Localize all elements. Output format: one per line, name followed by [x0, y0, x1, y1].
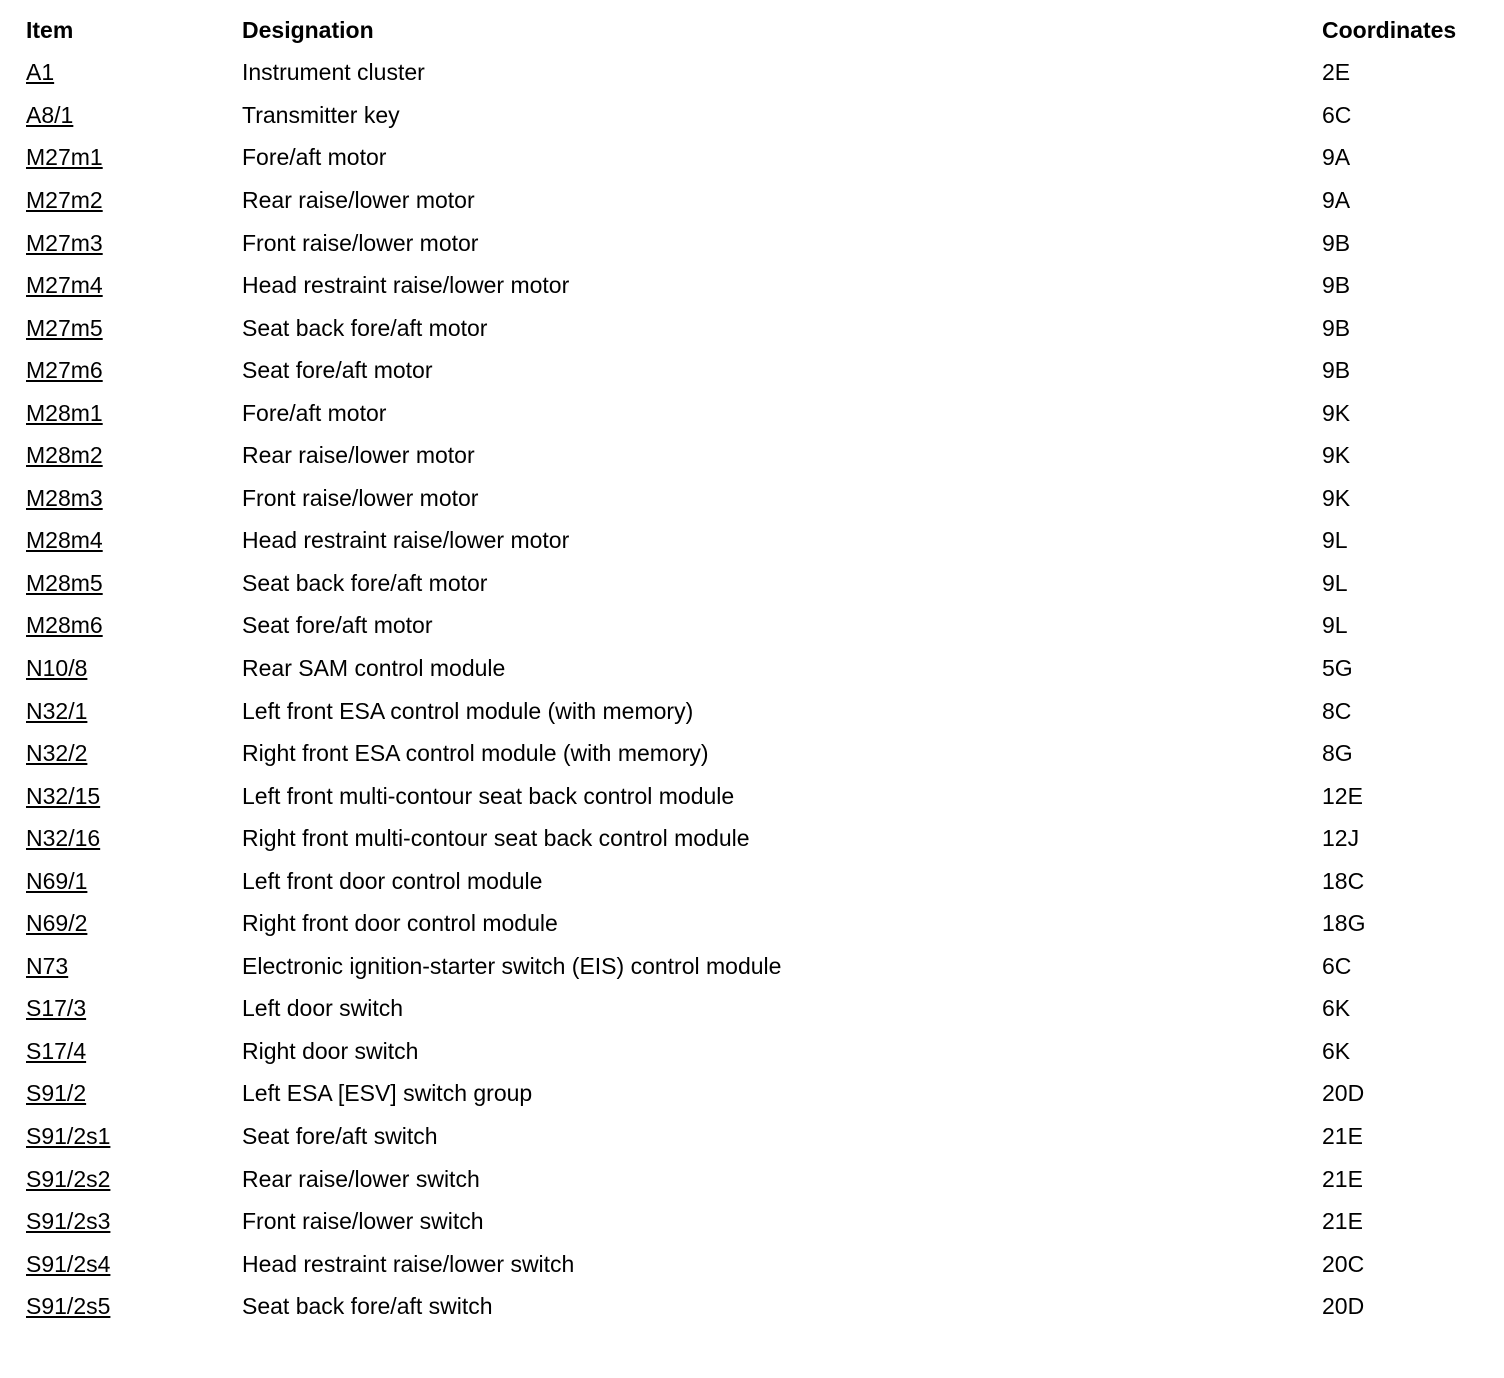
item-link[interactable]: S91/2s4	[26, 1250, 111, 1277]
coordinates-cell: 9L	[1322, 527, 1348, 554]
item-cell	[20, 732, 236, 775]
item-cell	[20, 988, 236, 1031]
item-link[interactable]: M28m3	[26, 484, 103, 511]
item-cell	[20, 860, 236, 903]
designation-cell: Head restraint raise/lower motor	[242, 272, 570, 299]
designation-cell: Fore/aft motor	[242, 144, 387, 171]
designation-cell: Seat fore/aft motor	[242, 612, 433, 639]
table-row	[20, 902, 1482, 945]
designation-cell: Rear raise/lower motor	[242, 442, 475, 469]
designation-cell: Fore/aft motor	[242, 399, 387, 426]
table-row	[20, 817, 1482, 860]
coordinates-cell: 9K	[1322, 442, 1351, 469]
item-link[interactable]: N32/16	[26, 825, 101, 852]
table-body	[20, 52, 1482, 1328]
table-row	[20, 1030, 1482, 1073]
item-link[interactable]: S91/2	[26, 1080, 87, 1107]
item-link[interactable]: M27m3	[26, 229, 103, 256]
coordinates-cell: 12J	[1322, 825, 1360, 852]
table-row	[20, 1243, 1482, 1286]
item-cell	[20, 690, 236, 733]
item-link[interactable]: S17/3	[26, 995, 87, 1022]
coordinates-cell: 8C	[1322, 697, 1352, 724]
item-cell	[20, 477, 236, 520]
item-cell	[20, 1285, 236, 1328]
coordinates-cell: 9K	[1322, 484, 1351, 511]
designation-cell: Front raise/lower switch	[242, 1208, 484, 1235]
item-cell	[20, 1115, 236, 1158]
coordinates-column-header: Coordinates	[1322, 16, 1457, 43]
item-link[interactable]: N73	[26, 952, 69, 979]
table-row	[20, 945, 1482, 988]
item-link[interactable]: M27m6	[26, 357, 103, 384]
coordinates-cell: 9K	[1322, 399, 1351, 426]
designation-cell: Left front multi-contour seat back control module	[242, 782, 735, 809]
item-column-header: Item	[26, 16, 74, 43]
table-row	[20, 349, 1482, 392]
designation-cell: Electronic ignition-starter switch (EIS) control module	[242, 952, 782, 979]
designation-cell: Seat fore/aft switch	[242, 1122, 438, 1149]
coordinates-cell: 9L	[1322, 569, 1348, 596]
coordinates-cell: 9L	[1322, 612, 1348, 639]
designation-cell: Right front multi-contour seat back control module	[242, 825, 750, 852]
item-link[interactable]: M27m5	[26, 314, 103, 341]
item-link[interactable]: M28m1	[26, 399, 103, 426]
table-row	[20, 1158, 1482, 1201]
item-link[interactable]: N32/2	[26, 740, 88, 767]
table-row	[20, 1115, 1482, 1158]
item-cell	[20, 307, 236, 350]
item-cell	[20, 817, 236, 860]
item-cell	[20, 349, 236, 392]
item-cell	[20, 137, 236, 180]
item-cell	[20, 902, 236, 945]
item-cell	[20, 392, 236, 435]
designation-cell: Left ESA [ESV] switch group	[242, 1080, 533, 1107]
item-cell	[20, 1073, 236, 1116]
designation-cell: Left door switch	[242, 995, 404, 1022]
coordinates-cell: 18G	[1322, 910, 1366, 937]
designation-column-header: Designation	[242, 16, 374, 43]
designation-cell: Transmitter key	[242, 101, 400, 128]
coordinates-cell: 9B	[1322, 357, 1351, 384]
item-cell	[20, 1030, 236, 1073]
item-cell	[20, 520, 236, 563]
coordinates-cell: 9A	[1322, 144, 1351, 171]
item-cell	[20, 775, 236, 818]
item-cell	[20, 52, 236, 95]
item-cell	[20, 562, 236, 605]
table-row	[20, 647, 1482, 690]
designation-cell: Head restraint raise/lower switch	[242, 1250, 575, 1277]
designation-cell: Front raise/lower motor	[242, 229, 479, 256]
coordinates-cell: 9B	[1322, 272, 1351, 299]
item-link[interactable]: S91/2s2	[26, 1165, 111, 1192]
table-row	[20, 562, 1482, 605]
component-legend-table	[20, 9, 1482, 1328]
table-row	[20, 690, 1482, 733]
designation-cell: Seat back fore/aft switch	[242, 1293, 493, 1320]
coordinates-cell: 18C	[1322, 867, 1365, 894]
designation-cell: Seat back fore/aft motor	[242, 569, 488, 596]
designation-cell: Instrument cluster	[242, 59, 425, 86]
coordinates-cell: 20C	[1322, 1250, 1365, 1277]
item-link[interactable]: M27m1	[26, 144, 103, 171]
item-link[interactable]: N10/8	[26, 654, 88, 681]
item-link[interactable]: M27m2	[26, 186, 103, 213]
designation-cell: Head restraint raise/lower motor	[242, 527, 570, 554]
item-cell	[20, 94, 236, 137]
coordinates-cell: 20D	[1322, 1080, 1365, 1107]
table-row	[20, 520, 1482, 563]
table-row	[20, 477, 1482, 520]
coordinates-cell: 6C	[1322, 952, 1352, 979]
coordinates-cell: 6K	[1322, 1037, 1351, 1064]
table-row	[20, 605, 1482, 648]
table-row	[20, 392, 1482, 435]
table-row	[20, 1200, 1482, 1243]
coordinates-cell: 21E	[1322, 1122, 1363, 1149]
designation-cell: Right front door control module	[242, 910, 558, 937]
coordinates-cell: 20D	[1322, 1293, 1365, 1320]
designation-cell: Left front ESA control module (with memory)	[242, 697, 694, 724]
item-cell	[20, 605, 236, 648]
item-link[interactable]: M27m4	[26, 272, 103, 299]
table-row	[20, 1073, 1482, 1116]
coordinates-cell: 9B	[1322, 314, 1351, 341]
table-header	[20, 9, 1482, 52]
item-link[interactable]: A1	[26, 59, 55, 86]
designation-cell: Right door switch	[242, 1037, 419, 1064]
coordinates-cell: 6C	[1322, 101, 1352, 128]
designation-cell: Left front door control module	[242, 867, 543, 894]
table-row	[20, 434, 1482, 477]
table-row	[20, 94, 1482, 137]
table-row	[20, 222, 1482, 265]
item-cell	[20, 222, 236, 265]
item-link[interactable]: S17/4	[26, 1037, 87, 1064]
item-cell	[20, 647, 236, 690]
item-link[interactable]: N32/15	[26, 782, 101, 809]
coordinates-cell: 9B	[1322, 229, 1351, 256]
table-row	[20, 179, 1482, 222]
item-cell	[20, 945, 236, 988]
header-row	[20, 9, 1482, 52]
item-link[interactable]: M28m2	[26, 442, 103, 469]
item-link[interactable]: A8/1	[26, 101, 74, 128]
coordinates-cell: 6K	[1322, 995, 1351, 1022]
designation-cell: Right front ESA control module (with memory)	[242, 740, 709, 767]
item-cell	[20, 434, 236, 477]
item-link[interactable]: N32/1	[26, 697, 88, 724]
table-row	[20, 307, 1482, 350]
item-link[interactable]: M28m4	[26, 527, 103, 554]
item-link[interactable]: N69/2	[26, 910, 88, 937]
designation-cell: Seat fore/aft motor	[242, 357, 433, 384]
table-row	[20, 52, 1482, 95]
table-row	[20, 860, 1482, 903]
item-link[interactable]: S91/2s3	[26, 1208, 111, 1235]
item-link[interactable]: M28m5	[26, 569, 103, 596]
item-cell	[20, 1158, 236, 1201]
designation-cell: Rear raise/lower switch	[242, 1165, 480, 1192]
item-link[interactable]: S91/2s5	[26, 1293, 111, 1320]
coordinates-cell: 12E	[1322, 782, 1363, 809]
coordinates-cell: 8G	[1322, 740, 1353, 767]
coordinates-cell: 2E	[1322, 59, 1351, 86]
coordinates-cell: 21E	[1322, 1208, 1363, 1235]
table-row	[20, 732, 1482, 775]
table-row	[20, 775, 1482, 818]
coordinates-cell: 21E	[1322, 1165, 1363, 1192]
item-cell	[20, 264, 236, 307]
item-cell	[20, 1200, 236, 1243]
designation-cell: Seat back fore/aft motor	[242, 314, 488, 341]
item-link[interactable]: S91/2s1	[26, 1122, 111, 1149]
item-link[interactable]: N69/1	[26, 867, 88, 894]
item-cell	[20, 179, 236, 222]
table-row	[20, 137, 1482, 180]
table-row	[20, 264, 1482, 307]
designation-cell: Front raise/lower motor	[242, 484, 479, 511]
designation-cell: Rear raise/lower motor	[242, 186, 475, 213]
designation-cell: Rear SAM control module	[242, 654, 506, 681]
coordinates-cell: 9A	[1322, 186, 1351, 213]
coordinates-cell: 5G	[1322, 654, 1353, 681]
item-cell	[20, 1243, 236, 1286]
table-row	[20, 988, 1482, 1031]
item-link[interactable]: M28m6	[26, 612, 103, 639]
table-row	[20, 1285, 1482, 1328]
